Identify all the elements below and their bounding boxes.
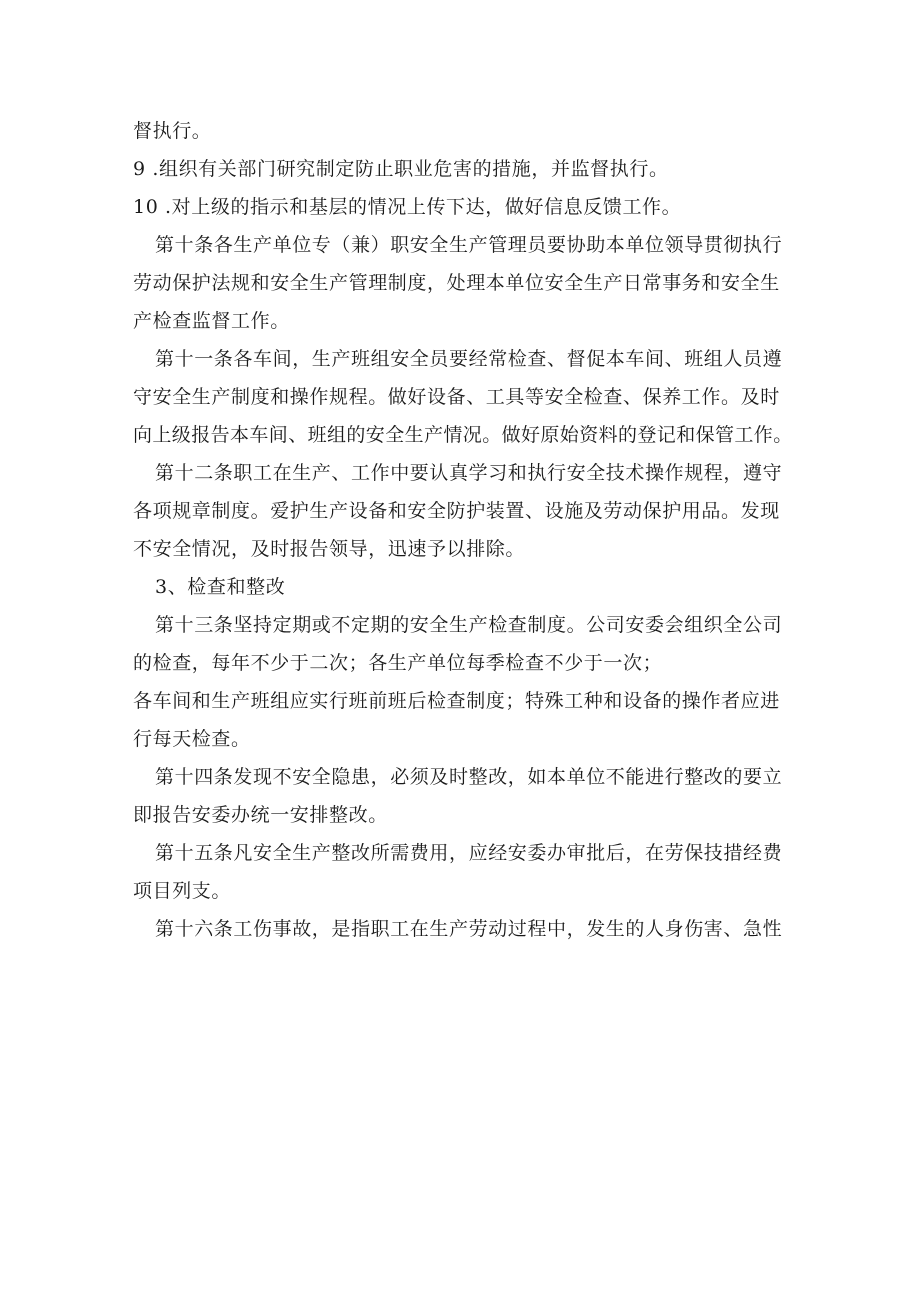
paragraph-article-13 [133, 606, 793, 682]
text-line: 向上级报告本车间、班组的安全生产情况。做好原始资料的登记和保管工作。 [133, 424, 793, 446]
paragraph-article-10 [133, 226, 793, 340]
text-line: 督执行。 [133, 120, 212, 142]
text-line: 第十三条坚持定期或不定期的安全生产检查制度。公司安委会组织全公司 [155, 614, 783, 636]
text-line: 第十五条凡安全生产整改所需费用，应经安委办审批后，在劳保技措经费 [155, 842, 783, 864]
paragraph-item-10 [133, 188, 793, 226]
paragraph-article-15 [133, 834, 793, 910]
text-line: 3、检查和整改 [155, 576, 286, 598]
text-line: 第十一条各车间，生产班组安全员要经常检查、督促本车间、班组人员遵 [155, 348, 783, 370]
paragraph-article-16 [133, 910, 793, 948]
text-line: 不安全情况，及时报告领导，迅速予以排除。 [133, 538, 526, 560]
paragraph-article-11 [133, 340, 793, 454]
paragraph-item-9 [133, 150, 793, 188]
text-line: 产检查监督工作。 [133, 310, 290, 332]
text-line: 第十六条工伤事故，是指职工在生产劳动过程中，发生的人身伤害、急性 [155, 918, 783, 940]
text-line: 10 .对上级的指示和基层的情况上传下达，做好信息反馈工作。 [133, 196, 682, 218]
text-line: 第十条各生产单位专（兼）职安全生产管理员要协助本单位领导贯彻执行 [155, 234, 783, 256]
section-heading-inspection [133, 568, 793, 606]
paragraph-1 [133, 112, 793, 150]
paragraph-article-13-continued [133, 682, 793, 758]
paragraph-article-14 [133, 758, 793, 834]
text-line: 守安全生产制度和操作规程。做好设备、工具等安全检查、保养工作。及时 [133, 386, 780, 408]
text-line: 第十二条职工在生产、工作中要认真学习和执行安全技术操作规程，遵守 [155, 462, 783, 484]
text-line: 劳动保护法规和安全生产管理制度，处理本单位安全生产日常事务和安全生 [133, 272, 780, 294]
text-line: 行每天检查。 [133, 728, 251, 750]
paragraph-article-12 [133, 454, 793, 568]
text-line: 各项规章制度。爱护生产设备和安全防护装置、设施及劳动保护用品。发现 [133, 500, 780, 522]
document-body [133, 112, 793, 948]
text-line: 各车间和生产班组应实行班前班后检查制度；特殊工种和设备的操作者应进 [133, 690, 780, 712]
text-line: 9 .组织有关部门研究制定防止职业危害的措施，并监督执行。 [133, 158, 669, 180]
text-line: 的检查，每年不少于二次；各生产单位每季检查不少于一次； [133, 652, 663, 674]
text-line: 即报告安委办统一安排整改。 [133, 804, 388, 826]
text-line: 第十四条发现不安全隐患，必须及时整改，如本单位不能进行整改的要立 [155, 766, 783, 788]
text-line: 项目列支。 [133, 880, 232, 902]
